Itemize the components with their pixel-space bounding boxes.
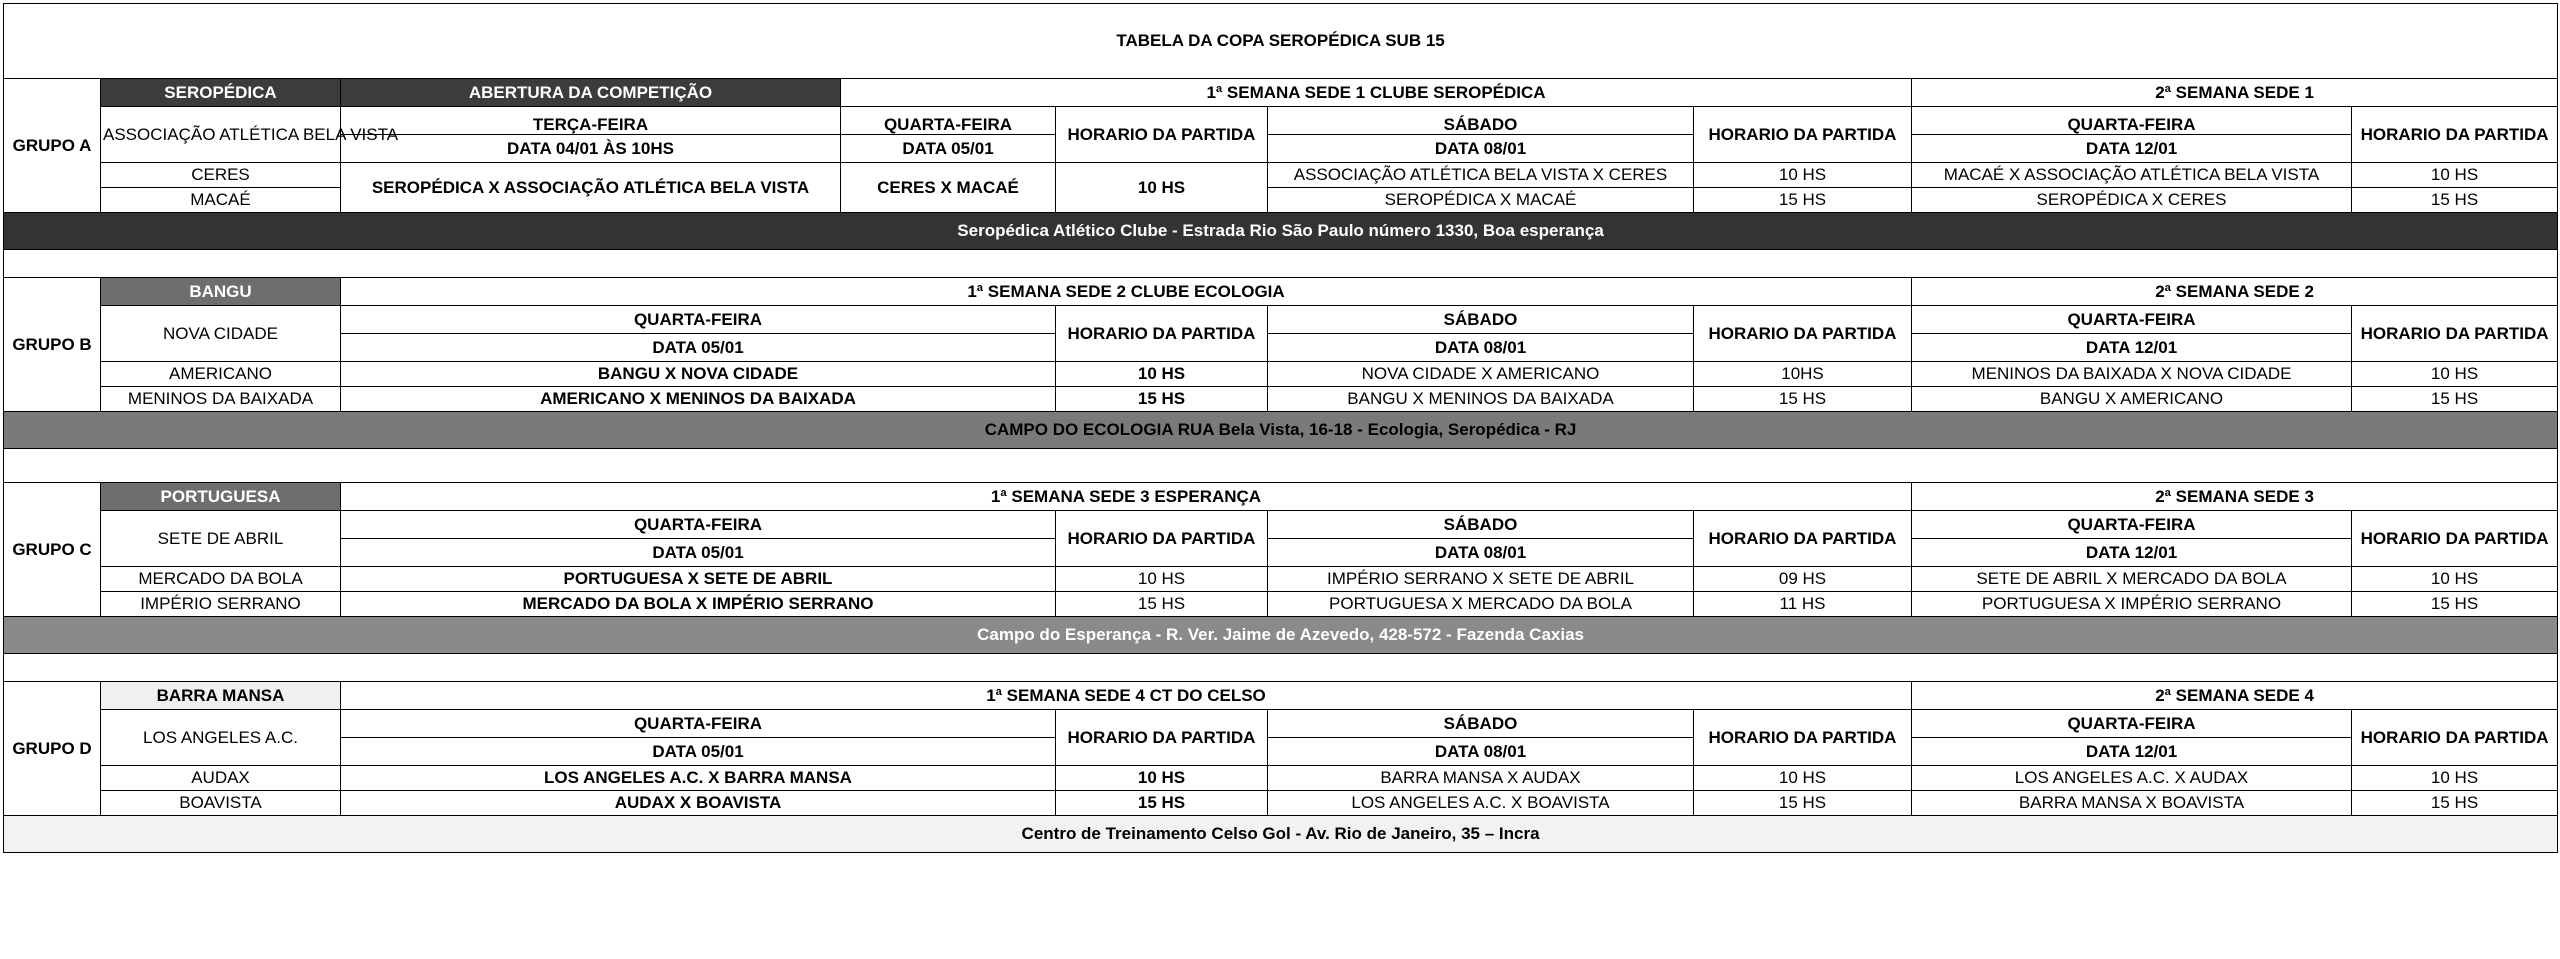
group-c-seed-team: PORTUGUESA bbox=[101, 483, 341, 511]
group-c-venue: Campo do Esperança - R. Ver. Jaime de Azevedo, 428-572 - Fazenda Caxias bbox=[4, 617, 2558, 654]
group-a-wed-hour-header: HORARIO DA PARTIDA bbox=[1056, 107, 1268, 163]
group-b-week1-header: 1ª SEMANA SEDE 2 CLUBE ECOLOGIA bbox=[341, 278, 1912, 306]
group-b-w2-match: BANGU X AMERICANO bbox=[1912, 387, 2352, 412]
group-c-w2-match: PORTUGUESA X IMPÉRIO SERRANO bbox=[1912, 592, 2352, 617]
group-b-seed-team: BANGU bbox=[101, 278, 341, 306]
group-b-week2-header: 2ª SEMANA SEDE 2 bbox=[1912, 278, 2558, 306]
schedule-table bbox=[3, 3, 2558, 853]
group-c-w2-match: SETE DE ABRIL X MERCADO DA BOLA bbox=[1912, 567, 2352, 592]
group-d-w2-time: 10 HS bbox=[2352, 766, 2558, 791]
group-c-w2-date: DATA 12/01 bbox=[1912, 539, 2352, 567]
group-d-w2-hour-header: HORARIO DA PARTIDA bbox=[2352, 710, 2558, 766]
group-a-wed-time: 10 HS bbox=[1056, 163, 1268, 213]
group-d-w2-match: LOS ANGELES A.C. X AUDAX bbox=[1912, 766, 2352, 791]
group-b-sat-date: DATA 08/01 bbox=[1268, 334, 1694, 362]
group-b-w2-day: QUARTA-FEIRA bbox=[1912, 306, 2352, 334]
group-c-wed-day: QUARTA-FEIRA bbox=[341, 511, 1056, 539]
group-b-w2-time: 15 HS bbox=[2352, 387, 2558, 412]
group-d-team: LOS ANGELES A.C. bbox=[101, 710, 341, 766]
group-c-sat-match: IMPÉRIO SERRANO X SETE DE ABRIL bbox=[1268, 567, 1694, 592]
group-a-seed-team: SEROPÉDICA bbox=[101, 79, 341, 107]
group-d-week1-header: 1ª SEMANA SEDE 4 CT DO CELSO bbox=[341, 682, 1912, 710]
group-d-sat-date: DATA 08/01 bbox=[1268, 738, 1694, 766]
group-a-venue: Seropédica Atlético Clube - Estrada Rio São Paulo número 1330, Boa esperança bbox=[4, 213, 2558, 250]
group-d-wed-date: DATA 05/01 bbox=[341, 738, 1056, 766]
group-b-sat-hour-header: HORARIO DA PARTIDA bbox=[1694, 306, 1912, 362]
group-c-team: IMPÉRIO SERRANO bbox=[101, 592, 341, 617]
group-b-w2-hour-header: HORARIO DA PARTIDA bbox=[2352, 306, 2558, 362]
group-d-wed-time: 10 HS bbox=[1056, 766, 1268, 791]
group-d-sat-time: 15 HS bbox=[1694, 791, 1912, 816]
group-c-sat-match: PORTUGUESA X MERCADO DA BOLA bbox=[1268, 592, 1694, 617]
spacer-row bbox=[4, 250, 2558, 278]
group-c-wed-hour-header: HORARIO DA PARTIDA bbox=[1056, 511, 1268, 567]
group-d-team: AUDAX bbox=[101, 766, 341, 791]
spacer-row bbox=[4, 449, 2558, 483]
group-a-week2-header: 2ª SEMANA SEDE 1 bbox=[1912, 79, 2558, 107]
group-a-team: MACAÉ bbox=[101, 188, 341, 213]
group-b-w2-match: MENINOS DA BAIXADA X NOVA CIDADE bbox=[1912, 362, 2352, 387]
group-a-sat-hour-header: HORARIO DA PARTIDA bbox=[1694, 107, 1912, 163]
group-d-sat-match: BARRA MANSA X AUDAX bbox=[1268, 766, 1694, 791]
group-d-wed-day: QUARTA-FEIRA bbox=[341, 710, 1056, 738]
group-c-sat-day: SÁBADO bbox=[1268, 511, 1694, 539]
group-a-week1-header: 1ª SEMANA SEDE 1 CLUBE SEROPÉDICA bbox=[841, 79, 1912, 107]
group-b-sat-time: 10HS bbox=[1694, 362, 1912, 387]
group-a-sat-match: SEROPÉDICA X MACAÉ bbox=[1268, 188, 1694, 213]
group-a-w2-match: MACAÉ X ASSOCIAÇÃO ATLÉTICA BELA VISTA bbox=[1912, 163, 2352, 188]
group-c-label: GRUPO C bbox=[4, 483, 101, 617]
group-a-wed-match: CERES X MACAÉ bbox=[841, 163, 1056, 213]
group-b-team: MENINOS DA BAIXADA bbox=[101, 387, 341, 412]
group-a-w2-day: QUARTA-FEIRA bbox=[1912, 107, 2352, 135]
group-c-w2-day: QUARTA-FEIRA bbox=[1912, 511, 2352, 539]
opening-header: ABERTURA DA COMPETIÇÃO bbox=[341, 79, 841, 107]
group-c-w2-time: 15 HS bbox=[2352, 592, 2558, 617]
group-d-sat-match: LOS ANGELES A.C. X BOAVISTA bbox=[1268, 791, 1694, 816]
group-b-wed-time: 15 HS bbox=[1056, 387, 1268, 412]
group-d-label: GRUPO D bbox=[4, 682, 101, 816]
group-c-wed-time: 10 HS bbox=[1056, 567, 1268, 592]
group-a-w2-match: SEROPÉDICA X CERES bbox=[1912, 188, 2352, 213]
group-a-sat-time: 15 HS bbox=[1694, 188, 1912, 213]
group-d-wed-match: AUDAX X BOAVISTA bbox=[341, 791, 1056, 816]
group-a-wed-date: DATA 05/01 bbox=[841, 135, 1056, 163]
group-a-team: ASSOCIAÇÃO ATLÉTICA BELA VISTA bbox=[101, 107, 341, 163]
group-a-sat-date: DATA 08/01 bbox=[1268, 135, 1694, 163]
group-a-team: CERES bbox=[101, 163, 341, 188]
group-c-team: MERCADO DA BOLA bbox=[101, 567, 341, 592]
group-d-sat-day: SÁBADO bbox=[1268, 710, 1694, 738]
group-d-sat-hour-header: HORARIO DA PARTIDA bbox=[1694, 710, 1912, 766]
group-d-wed-time: 15 HS bbox=[1056, 791, 1268, 816]
group-c-wed-date: DATA 05/01 bbox=[341, 539, 1056, 567]
group-b-wed-time: 10 HS bbox=[1056, 362, 1268, 387]
group-c-sat-hour-header: HORARIO DA PARTIDA bbox=[1694, 511, 1912, 567]
group-c-wed-match: MERCADO DA BOLA X IMPÉRIO SERRANO bbox=[341, 592, 1056, 617]
group-d-week2-header: 2ª SEMANA SEDE 4 bbox=[1912, 682, 2558, 710]
group-c-week1-header: 1ª SEMANA SEDE 3 ESPERANÇA bbox=[341, 483, 1912, 511]
group-b-w2-date: DATA 12/01 bbox=[1912, 334, 2352, 362]
group-c-team: SETE DE ABRIL bbox=[101, 511, 341, 567]
group-b-sat-time: 15 HS bbox=[1694, 387, 1912, 412]
group-c-week2-header: 2ª SEMANA SEDE 3 bbox=[1912, 483, 2558, 511]
group-a-sat-time: 10 HS bbox=[1694, 163, 1912, 188]
group-a-w2-date: DATA 12/01 bbox=[1912, 135, 2352, 163]
group-c-sat-time: 11 HS bbox=[1694, 592, 1912, 617]
group-d-sat-time: 10 HS bbox=[1694, 766, 1912, 791]
group-c-sat-date: DATA 08/01 bbox=[1268, 539, 1694, 567]
group-c-wed-match: PORTUGUESA X SETE DE ABRIL bbox=[341, 567, 1056, 592]
group-b-venue: CAMPO DO ECOLOGIA RUA Bela Vista, 16-18 - Ecologia, Seropédica - RJ bbox=[4, 412, 2558, 449]
group-d-w2-match: BARRA MANSA X BOAVISTA bbox=[1912, 791, 2352, 816]
group-a-sat-day: SÁBADO bbox=[1268, 107, 1694, 135]
group-d-w2-date: DATA 12/01 bbox=[1912, 738, 2352, 766]
group-d-wed-match: LOS ANGELES A.C. X BARRA MANSA bbox=[341, 766, 1056, 791]
group-a-w2-time: 15 HS bbox=[2352, 188, 2558, 213]
group-b-w2-time: 10 HS bbox=[2352, 362, 2558, 387]
group-d-w2-time: 15 HS bbox=[2352, 791, 2558, 816]
group-d-team: BOAVISTA bbox=[101, 791, 341, 816]
group-b-wed-day: QUARTA-FEIRA bbox=[341, 306, 1056, 334]
opening-match: SEROPÉDICA X ASSOCIAÇÃO ATLÉTICA BELA VISTA bbox=[341, 163, 841, 213]
group-c-wed-time: 15 HS bbox=[1056, 592, 1268, 617]
group-d-venue: Centro de Treinamento Celso Gol - Av. Rio de Janeiro, 35 – Incra bbox=[4, 816, 2558, 853]
group-d-seed-team: BARRA MANSA bbox=[101, 682, 341, 710]
group-b-wed-match: BANGU X NOVA CIDADE bbox=[341, 362, 1056, 387]
group-a-wed-day: QUARTA-FEIRA bbox=[841, 107, 1056, 135]
opening-date: DATA 04/01 ÀS 10HS bbox=[341, 135, 841, 163]
group-b-wed-hour-header: HORARIO DA PARTIDA bbox=[1056, 306, 1268, 362]
group-c-sat-time: 09 HS bbox=[1694, 567, 1912, 592]
group-a-w2-time: 10 HS bbox=[2352, 163, 2558, 188]
group-d-w2-day: QUARTA-FEIRA bbox=[1912, 710, 2352, 738]
group-b-wed-date: DATA 05/01 bbox=[341, 334, 1056, 362]
page-title: TABELA DA COPA SEROPÉDICA SUB 15 bbox=[4, 4, 2558, 79]
group-b-wed-match: AMERICANO X MENINOS DA BAIXADA bbox=[341, 387, 1056, 412]
group-b-sat-day: SÁBADO bbox=[1268, 306, 1694, 334]
group-a-label: GRUPO A bbox=[4, 79, 101, 213]
group-b-label: GRUPO B bbox=[4, 278, 101, 412]
opening-day: TERÇA-FEIRA bbox=[341, 107, 841, 135]
group-b-team: NOVA CIDADE bbox=[101, 306, 341, 362]
group-d-wed-hour-header: HORARIO DA PARTIDA bbox=[1056, 710, 1268, 766]
group-b-sat-match: BANGU X MENINOS DA BAIXADA bbox=[1268, 387, 1694, 412]
group-b-sat-match: NOVA CIDADE X AMERICANO bbox=[1268, 362, 1694, 387]
spacer-row bbox=[4, 654, 2558, 682]
group-b-team: AMERICANO bbox=[101, 362, 341, 387]
group-a-sat-match: ASSOCIAÇÃO ATLÉTICA BELA VISTA X CERES bbox=[1268, 163, 1694, 188]
group-c-w2-hour-header: HORARIO DA PARTIDA bbox=[2352, 511, 2558, 567]
group-a-w2-hour-header: HORARIO DA PARTIDA bbox=[2352, 107, 2558, 163]
group-c-w2-time: 10 HS bbox=[2352, 567, 2558, 592]
